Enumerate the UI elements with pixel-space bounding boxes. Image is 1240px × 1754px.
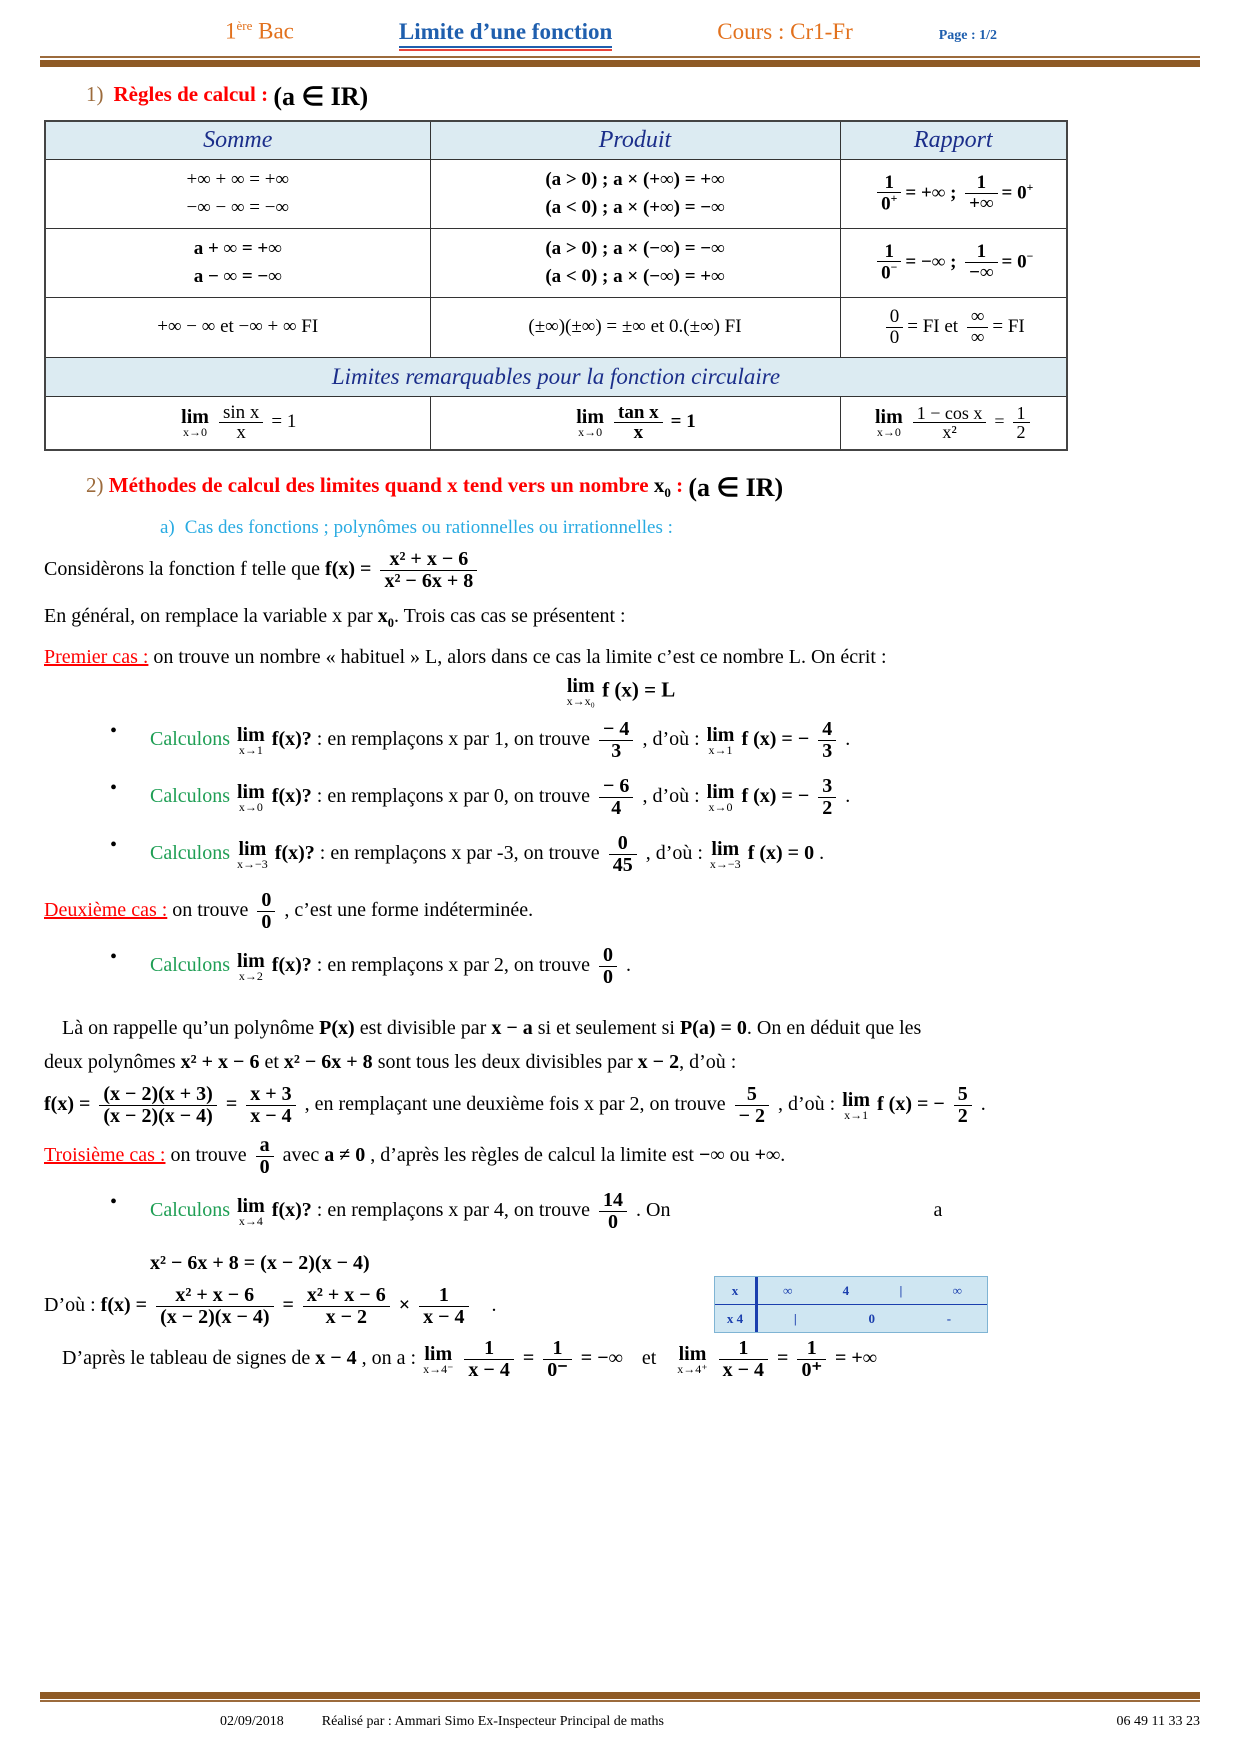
circ-res-3: $\frac{1}{2}$ [1013,404,1030,443]
section-1-condition: (a ∈ IR) [273,81,369,111]
apres-equals-1: = [522,1347,535,1370]
bullet-dou: , d’où : [645,842,703,865]
subsection-a [0,517,1240,539]
factorization-line [150,1247,1240,1279]
deuxieme-cas-text-2: , c’est une forme indéterminée. [284,899,534,922]
circ-lim-3: lim x→0 [874,406,903,440]
rappel-paragraph [62,1012,1240,1044]
bullet-fraction: $\frac{- 6}{4}$ [599,776,633,819]
cell-rapport-3 [840,297,1067,357]
apres-text-1: D’après le tableau de signes de [62,1347,311,1370]
produit-1a: (a > 0) ; a × (+∞) = +∞ [545,168,725,190]
table-row [45,297,1067,357]
section-2-title-2: des limites quand x tend vers un nombre [285,473,649,498]
class-level [225,18,294,45]
page-number: Page : 1/2 [938,27,998,43]
premier-cas-text: on trouve un nombre « habituel » L, alors dans ce cas la limite c’est ce nombre L. On écrit : [153,646,887,669]
section-2-colon: : [670,473,689,498]
sign-table-row-values [715,1305,987,1332]
bullet-end: . [845,785,851,808]
rappel-poly-1: x² + x − 6 [180,1051,260,1074]
bullet-fq: f(x)? [271,728,312,751]
list-item [150,833,1240,876]
somme-2a: a + ∞ = +∞ [193,237,282,259]
footer-line [40,1714,1200,1730]
factor-fx-label: f(x) = [44,1093,91,1116]
premier-cas-formula [0,676,1240,707]
produit-2b: (a < 0) ; a × (−∞) = +∞ [545,265,725,287]
rappel-text-3: si et seulement si [537,1017,675,1040]
cell-somme-3 [45,297,430,357]
apres-fraction-4: $\frac{1}{0^+}$ [797,1338,826,1381]
bullet-end: . [626,954,632,977]
somme-2b: a − ∞ = −∞ [193,265,282,287]
bullet-result-pre: f (x) = − [741,785,810,808]
apres-lim-1: lim x→4⁻ [423,1343,454,1377]
premier-cas-formula-rest: f (x) = L [602,677,676,702]
apres-equals-2: = [777,1347,789,1370]
sign-table-x-header: x [731,1282,739,1298]
apres-fraction-1: $\frac{1}{x - 4}$ [464,1338,513,1381]
list-item [150,719,1240,762]
rappel-paragraph-line2 [44,1046,1240,1078]
calculons-label: Calculons [150,785,230,808]
circ-lim-2: lim x→0 [576,406,605,440]
class-level-ordinal: ère [236,18,253,33]
rapport-2: $\frac{1}{0^-}$ = −∞ ; $\frac{1}{-\infty}$ = 0− [845,239,1063,287]
cell-produit-2 [430,228,840,297]
bullet-lim: lim x→4 [237,1195,265,1229]
troisieme-minus-inf: −∞ [698,1144,725,1167]
troisieme-text-1: on trouve [170,1144,247,1167]
apres-text-2: , on a : [361,1347,417,1370]
footer-date: 02/09/2018 [220,1714,284,1729]
premier-cas-paragraph [44,643,1240,672]
bullet-fraction: $\frac{14}{0}$ [599,1190,627,1233]
rappel-text-1: Là on rappelle qu’un polynôme [62,1017,315,1040]
calculons-label: Calculons [150,1199,230,1222]
section-1-number: 1) [86,81,104,106]
apres-result-2: = +∞ [835,1347,878,1370]
cell-circ-1 [45,396,430,450]
sign-table-zero: 0 [868,1310,875,1326]
en-general-x0: $x_0$ [377,605,394,631]
section-2-heading [0,473,1240,503]
cell-somme-1 [45,159,430,228]
bullet-mid-text: : en remplaçons x par -3, on trouve [319,842,600,865]
list-item [150,1190,1240,1233]
troisieme-condition: a ≠ 0 [324,1144,366,1167]
factorization-expression: x² − 6x + 8 = (x − 2)(x − 4) [150,1252,370,1275]
troisieme-text-2: avec [282,1144,320,1167]
rappel-px: P(x) [319,1017,355,1040]
section-2-x0: $x_0$ [653,473,671,501]
bullet-fraction: $\frac{0}{0}$ [599,945,617,988]
apres-fraction-3: $\frac{1}{x - 4}$ [719,1338,768,1381]
section-2-number: 2) [86,473,104,498]
bullet-fraction: $\frac{- 4}{3}$ [599,719,633,762]
rappel-text-4: . On en déduit que les [746,1017,922,1040]
calculons-label: Calculons [150,954,230,977]
bullet-mid-text: : en remplaçons x par 2, on trouve [316,954,591,977]
apres-paragraph [62,1338,1240,1381]
bullet-mid-text: : en remplaçons x par 1, on trouve [316,728,591,751]
circ-frac-2: $\frac{\text{tan x}}{x}$ [614,403,663,444]
sign-table-four: 4 [842,1282,850,1298]
bullet-mid-text: : en remplaçons x par 0, on trouve [316,785,591,808]
rapport-1: $\frac{1}{0^+}$ = +∞ ; $\frac{1}{+\infty}$ = 0+ [845,170,1063,218]
premier-cas-label: Premier cas : [44,646,149,669]
somme-3: +∞ − ∞ et −∞ + ∞ FI [157,316,319,338]
bullet-lim: lim x→−3 [237,838,268,872]
page-header [0,0,1240,48]
rappel-pa: P(a) = 0 [679,1017,747,1040]
course-code: Cours : Cr1-Fr [717,18,853,44]
bullet-list-premier-cas [0,719,1240,876]
somme-1b: −∞ − ∞ = −∞ [186,196,289,218]
cell-rapport-1 [840,159,1067,228]
rappel-poly-2: x² − 6x + 8 [283,1051,373,1074]
dou-paragraph [44,1282,1240,1329]
rules-table-header-row [45,121,1067,160]
factor-lim: lim x→1 [842,1089,871,1123]
bullet-trailing-a: a [933,1199,943,1222]
sign-table-header-values [758,1283,987,1299]
produit-1b: (a < 0) ; a × (+∞) = −∞ [545,196,725,218]
footer-author: Réalisé par : Ammari Simo Ex-Inspecteur Principal de maths [321,1714,664,1729]
rules-header-somme: Somme [45,121,430,160]
bullet-result-pre: f (x) = 0 [747,842,815,865]
bullet-lim-2: lim x→0 [706,781,735,815]
cell-somme-2 [45,228,430,297]
bullet-fq: f(x)? [271,1199,312,1222]
circular-header-row [45,357,1067,396]
troisieme-plus-inf: +∞ [754,1144,781,1167]
fx-fraction: $\frac{\text{x² + x − 6}}{\text{x² − 6x + 8}}$ [380,549,477,592]
page-footer [0,1692,1240,1730]
bullet-fq: f(x)? [271,954,312,977]
rappel-line2-text2: sont tous les deux divisibles par [377,1051,633,1074]
factor-res-pre: f (x) = − [877,1093,945,1116]
somme-1a: +∞ + ∞ = +∞ [186,168,289,190]
premier-cas-lim: lim x→x₀ [566,675,595,709]
list-item [150,776,1240,819]
rappel-et: et [264,1051,279,1074]
circular-limits-header: Limites remarquables pour la fonction circulaire [45,357,1067,396]
troisieme-cas-paragraph [44,1135,1240,1178]
dou-fraction-1: $\frac{\text{x² + x − 6}}{(x - 2)(x - 4)}$ [156,1285,273,1328]
sign-table-pos-inf: ∞ [952,1282,962,1298]
section-2-condition: (a ∈ IR) [688,473,784,503]
rappel-line2-text3: , d’où : [679,1051,737,1074]
rappel-x-minus-2: x − 2 [637,1051,680,1074]
bullet-dou: , d’où : [642,728,700,751]
section-2-title-1: Méthodes de calcul [108,473,286,498]
bullet-fraction: $\frac{0}{45}$ [609,833,637,876]
dou-times: × [398,1294,411,1317]
bullet-lim: lim x→0 [237,781,265,815]
troisieme-ou: ou [729,1144,750,1167]
troisieme-text-3: , d’après les règles de calcul la limite est [370,1144,694,1167]
factor-res-fraction: $\frac{5}{2}$ [954,1084,972,1127]
dou-fraction-2: $\frac{\text{x² + x − 6}}{x - 2}$ [303,1285,390,1328]
bullet-result-fraction: $\frac{3}{2}$ [818,776,836,819]
deuxieme-cas-fraction: $\frac{0}{0}$ [257,890,275,933]
cell-circ-3 [840,396,1067,450]
circ-eq-3-sign: = [994,410,1005,431]
calculons-label: Calculons [150,842,230,865]
en-general-paragraph [44,602,1240,633]
fx-label: f(x) = [325,558,372,581]
cell-produit-1 [430,159,840,228]
bullet-fq: f(x)? [274,842,315,865]
factor-equals: = [225,1093,238,1116]
produit-2a: (a > 0) ; a × (−∞) = −∞ [545,237,725,259]
troisieme-cas-label: Troisième cas : [44,1144,166,1167]
produit-3: (±∞)(±∞) = ±∞ et 0.(±∞) FI [528,316,742,338]
bullet-end: . On [636,1199,671,1222]
header-divider [40,56,1200,66]
list-item [150,945,1240,988]
rules-header-rapport: Rapport [840,121,1067,160]
footer-divider [40,1692,1200,1702]
en-general-text-1: En général, on remplace la variable x par [44,605,373,628]
bullet-list-deuxieme-cas [0,945,1240,988]
dou-end: . [491,1294,497,1317]
deuxieme-cas-paragraph [44,890,1240,933]
rapport-3: $\frac{0}{0}$ = FI et $\frac{\infty}{\infty}$ = FI [845,304,1063,351]
factor-fraction-1: $\frac{(x - 2)(x + 3)}{(x - 2)(x - 4)}$ [99,1084,216,1127]
cell-rapport-2 [840,228,1067,297]
class-level-number: 1 [225,18,237,44]
rules-table [44,120,1068,452]
rappel-xa: x − a [491,1017,533,1040]
circ-eq-1: = 1 [271,410,297,432]
cell-circ-2 [430,396,840,450]
bullet-lim-2: lim x→1 [706,724,735,758]
circ-lim-1: lim x→0 [181,406,209,440]
circular-limits-row [45,396,1067,450]
factor-result-fraction: $\frac{5}{- 2}$ [735,1084,769,1127]
subsection-a-letter: a) [160,517,175,539]
bullet-end: . [845,728,851,751]
bullet-list-troisieme-cas [0,1190,1240,1233]
page-title: Limite d’une fonction [399,19,612,48]
table-row [45,159,1067,228]
bullet-lim: lim x→1 [237,724,265,758]
dou-equals: = [282,1294,294,1317]
bullet-mid-text: : en remplaçons x par 4, on trouve [316,1199,591,1222]
section-1-colon: : [255,81,274,106]
considerons-paragraph [44,549,1240,592]
rappel-text-2: est divisible par [359,1017,487,1040]
apres-result-1: = −∞ [580,1347,623,1370]
circ-frac-3: $\frac{\text{1 − cos x}}{\text{x²}}$ [913,404,987,443]
factor-period: . [980,1093,986,1116]
bullet-end: . [819,842,825,865]
circ-frac-1: $\frac{\text{sin x}}{x}$ [219,403,263,444]
subsection-a-text: Cas des fonctions ; polynômes ou rationnelles ou irrationnelles : [184,517,673,539]
sign-table-row-header [715,1277,987,1305]
circ-eq-2: = 1 [670,410,696,432]
bullet-result-pre: f (x) = − [741,728,810,751]
sign-table-minus: - [946,1310,952,1326]
calculons-label: Calculons [150,728,230,751]
considerons-text: Considèrons la fonction f telle que [44,558,321,581]
table-row [45,228,1067,297]
apres-x4: x − 4 [315,1347,357,1370]
sign-table-neg-inf: ∞ [783,1282,793,1298]
deuxieme-cas-text-1: on trouve [172,899,249,922]
factor-text: , en remplaçant une deuxième fois x par 2, on trouve [304,1093,726,1116]
footer-phone: 06 49 11 33 23 [1116,1714,1200,1729]
bullet-fq: f(x)? [271,785,312,808]
apres-fraction-2: $\frac{1}{0^-}$ [543,1338,572,1381]
sign-table-expr: x 4 [726,1310,744,1326]
cell-produit-3 [430,297,840,357]
troisieme-end: . [780,1144,786,1167]
sign-table-values [758,1311,987,1327]
rules-header-produit: Produit [430,121,840,160]
dou-label: D’où : [44,1294,96,1317]
apres-et: et [641,1347,657,1370]
rappel-line2-text1: deux polynômes [44,1051,176,1074]
sign-table [714,1276,988,1333]
en-general-text-2: . Trois cas cas se présentent : [393,605,626,628]
dou-fx: f(x) = [100,1294,148,1317]
sign-table-pipe: | [899,1282,903,1298]
factorization-paragraph [44,1084,1240,1127]
dou-fraction-3: $\frac{1}{x - 4}$ [419,1285,468,1328]
bullet-result-fraction: $\frac{4}{3}$ [818,719,836,762]
section-1-heading [0,82,1240,112]
bullet-dou: , d’où : [642,785,700,808]
apres-lim-2: lim x→4⁺ [677,1343,708,1377]
deuxieme-cas-label: Deuxième cas : [44,899,168,922]
section-1-title: Règles de calcul [113,81,256,106]
troisieme-fraction: $\frac{a}{0}$ [256,1135,274,1178]
bullet-lim-2: lim x→−3 [709,838,741,872]
factor-dou: , d’où : [778,1093,836,1116]
factor-fraction-2: $\frac{x + 3}{x - 4}$ [246,1084,295,1127]
bullet-lim: lim x→2 [237,950,265,984]
sign-table-pipe-2: | [793,1310,797,1326]
class-level-rest: Bac [252,18,294,44]
